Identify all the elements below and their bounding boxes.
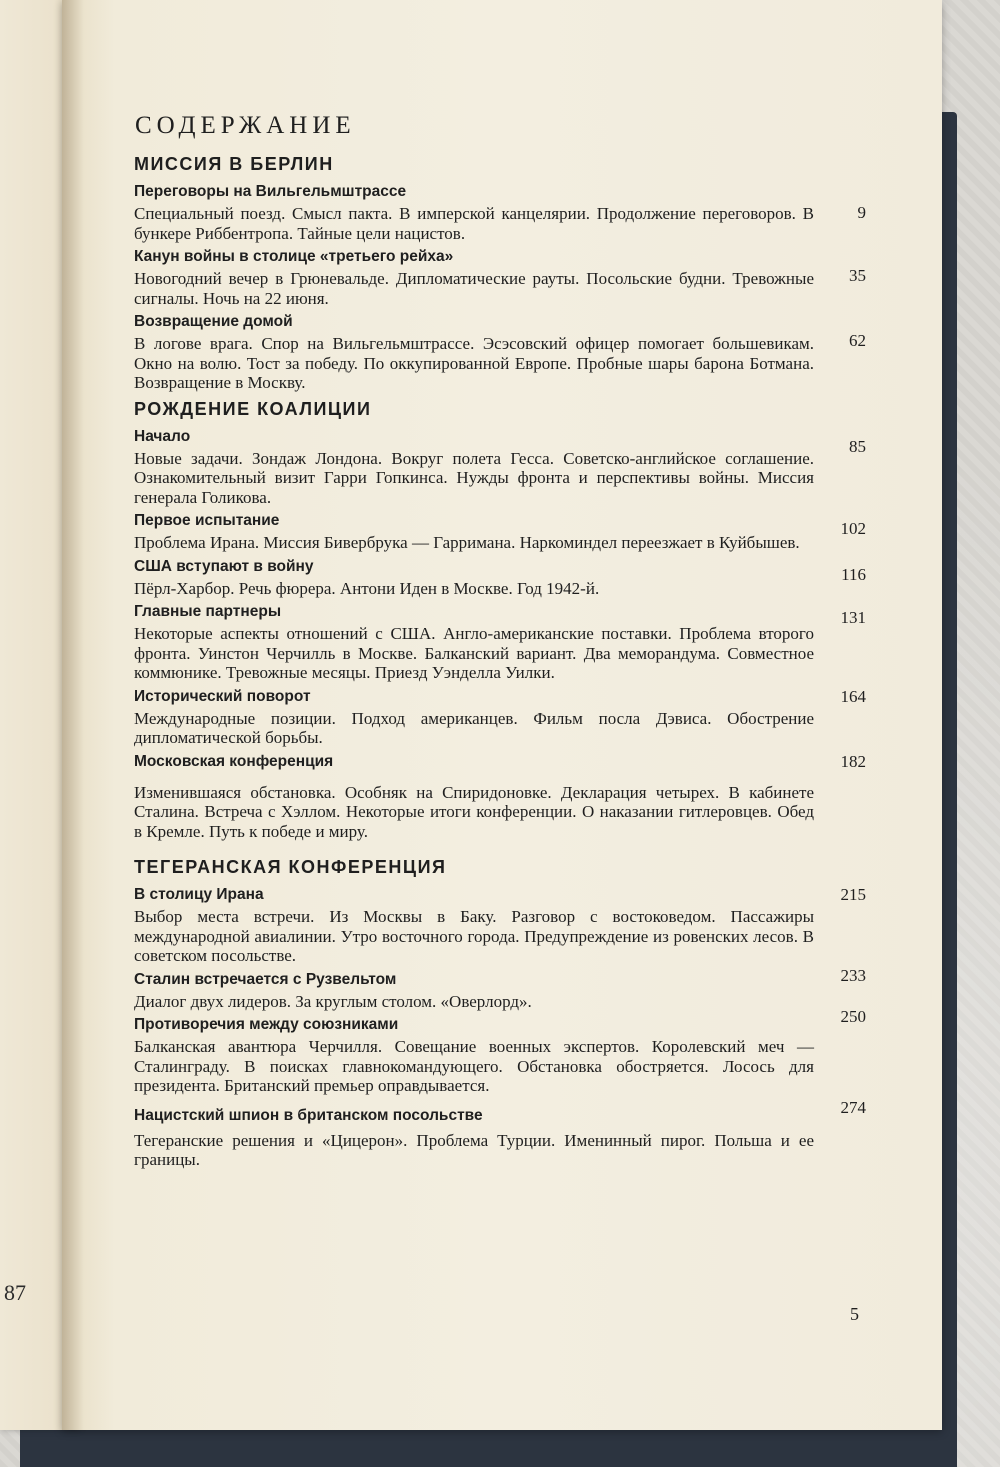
chapter-entry (134, 1007, 866, 1096)
chapter-description: Изменившаяся обстановка. Особняк на Спиридоновке. Декларация четырех. В кабинете Сталина. Встреча с Хэллом. Некоторые итоги конференции. О наказании гитлеровцев. Обед в Кремле. Путь к победе и миру. (134, 782, 814, 841)
chapter-description: Новогодний вечер в Грюневальде. Дипломатические рауты. Посольские будни. Тревожные сигналы. Ночь на 22 июня. (134, 269, 814, 308)
chapter-page-number: 182 (840, 751, 866, 771)
chapter-entry (134, 247, 866, 308)
page-gutter (62, 0, 84, 1430)
chapter-entry (134, 885, 866, 966)
chapter-description: Специальный поезд. Смысл пакта. В имперской канцелярии. Продолжение переговоров. В бункере Риббентропа. Тайные цели нацистов. (134, 204, 814, 243)
chapter-title: Исторический поворот (134, 687, 311, 705)
chapter-entry (134, 1097, 866, 1170)
chapter-page-number: 215 (840, 885, 866, 904)
chapter-page-number: 62 (849, 331, 866, 350)
chapter-entry (134, 427, 866, 508)
chapter-entry (134, 312, 866, 393)
chapter-description: Международные позиции. Подход американцев. Фильм посла Дэвиса. Обострение дипломатической борьбы. (134, 708, 814, 747)
chapter-description: Выбор места встречи. Из Москвы в Баку. Разговор с востоковедом. Пассажиры международной авиалинии. Утро восточного города. Предупреждение из ровенских лесов. В советском посольстве. (134, 907, 814, 965)
part-title: ТЕГЕРАНСКАЯ КОНФЕРЕНЦИЯ (134, 857, 447, 877)
chapter-description: В логове врага. Спор на Вильгельмштрассе. Эсэсовский офицер помогает большевикам. Окно на волю. Тост за победу. По оккупированной Европе. Пробные шары барона Ботмана. Возвращение в Москву. (134, 334, 814, 392)
chapter-page-number: 250 (840, 1007, 866, 1026)
chapter-page-number: 131 (840, 608, 866, 627)
chapter-description: Проблема Ирана. Миссия Бивербрука — Гарримана. Наркоминдел переезжает в Куйбышев. (134, 533, 800, 552)
chapter-title: Первое испытание (134, 512, 280, 529)
chapter-title: Нацистский шпион в британском посольстве (134, 1106, 483, 1124)
chapter-description: Новые задачи. Зондаж Лондона. Вокруг полета Гесса. Советско-английское соглашение. Ознакомительный визит Гарри Гопкинса. Нужды фронта и перспективы войны. Миссия генерала Голикова. (134, 448, 814, 507)
chapter-page-number: 35 (849, 266, 866, 285)
left-page-number: 87 (4, 1280, 26, 1305)
chapter-title: Главные партнеры (134, 603, 282, 620)
chapter-title: Московская конференция (134, 752, 334, 770)
chapter-page-number: 164 (840, 686, 866, 706)
chapter-title: Канун войны в столице «третьего рейха» (134, 248, 454, 265)
chapter-description: Тегеранские решения и «Цицерон». Проблема Турции. Именинный пирог. Польша и ее границы. (134, 1130, 814, 1169)
chapter-entry (134, 686, 866, 748)
chapter-title: Переговоры на Вильгельмштрассе (134, 183, 407, 200)
chapter-description: Некоторые аспекты отношений с США. Англо-американские поставки. Проблема второго фронта. Уинстон Черчилль в Москве. Балканский вариант. Два меморандума. Совместное коммюнике. Тревожные месяцы. Приезд Уэнделла Уилки. (134, 624, 814, 682)
chapter-title: Возвращение домой (134, 313, 293, 330)
chapter-page-number: 233 (840, 965, 866, 985)
part-title: РОЖДЕНИЕ КОАЛИЦИИ (134, 398, 372, 419)
chapter-entry (134, 602, 866, 683)
chapter-page-number: 274 (840, 1097, 866, 1117)
chapter-title: США вступают в войну (134, 557, 314, 575)
chapter-entry (134, 182, 866, 243)
chapter-entry (134, 751, 866, 842)
chapter-title: Противоречия между союзниками (134, 1016, 399, 1033)
page-number: 5 (850, 1304, 859, 1324)
chapter-title: Сталин встречается с Рузвельтом (134, 970, 397, 988)
table-of-contents (134, 112, 866, 1170)
chapter-page-number: 102 (840, 519, 866, 538)
toc-title: СОДЕРЖАНИЕ (135, 112, 356, 139)
part-title: МИССИЯ В БЕРЛИН (134, 154, 334, 174)
chapter-entry (134, 965, 866, 1012)
chapter-entry (134, 557, 866, 599)
chapter-title: Начало (134, 427, 191, 445)
chapter-page-number: 9 (857, 203, 866, 222)
chapter-title: В столицу Ирана (134, 886, 264, 903)
chapter-description: Балканская авантюра Черчилля. Совещание военных экспертов. Королевский меч — Сталинграду. В поисках главнокомандующего. Обстановка обостряется. Лосось для президента. Британский премьер оправдывается. (134, 1037, 814, 1095)
chapter-page-number: 116 (841, 564, 866, 584)
chapter-description: Пёрл-Харбор. Речь фюрера. Антони Иден в Москве. Год 1942-й. (134, 578, 600, 598)
chapter-entry (134, 511, 866, 553)
chapter-description: Диалог двух лидеров. За круглым столом. «Оверлорд». (134, 991, 532, 1011)
chapter-page-number: 85 (849, 436, 866, 456)
